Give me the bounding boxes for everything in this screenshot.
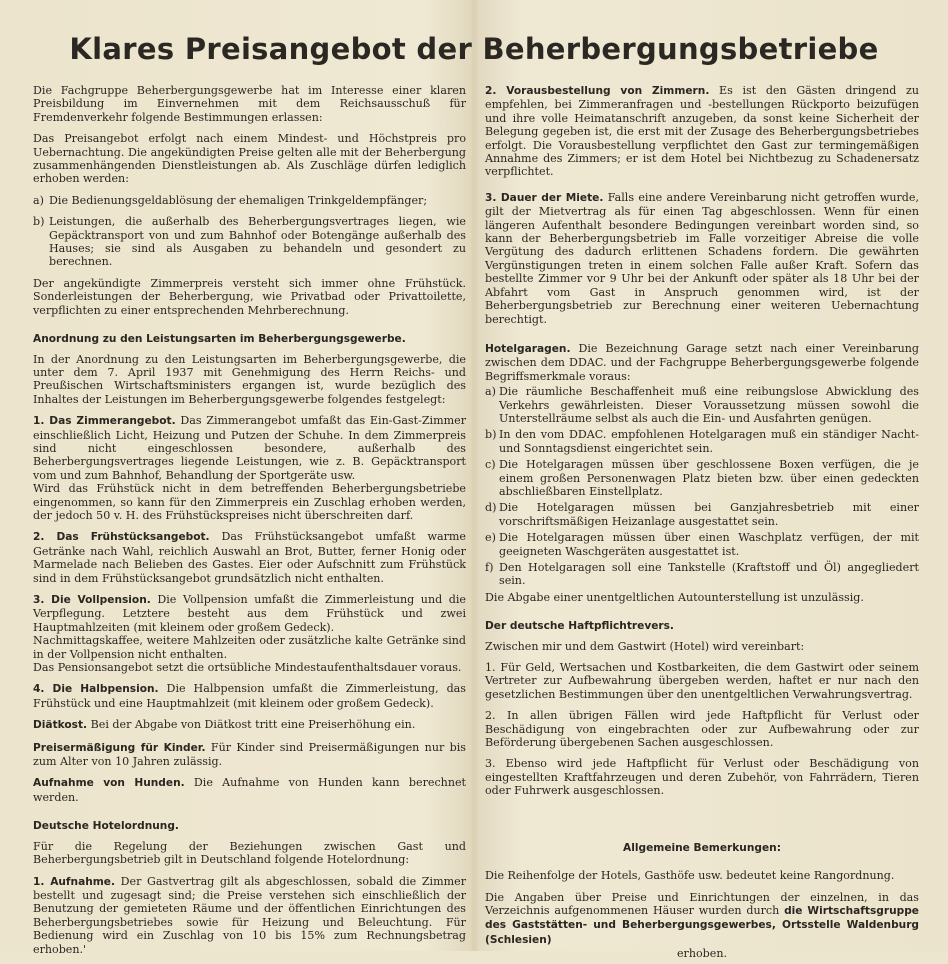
item-label: a) — [33, 193, 44, 207]
section-lead: 4. Die Halbpension. — [33, 683, 159, 696]
item-text: Die Hotelgaragen müssen über einen Waschplatz verfügen, der mit geeigneten Waschgeräten ausgestattet ist. — [499, 531, 919, 558]
section-lead: 2. Das Frühstücksangebot. — [33, 531, 210, 544]
intro-paragraph: Die Fachgruppe Beherbergungsgewerbe hat im Interesse einer klaren Preisbildung im Einvernehmen mit dem Reichsausschuß für Fremdenverkehr folgende Bestimmungen erlassen: — [33, 84, 466, 124]
garage-closing: Die Abgabe einer unentgeltlichen Autounterstellung ist unzulässig. — [485, 590, 864, 604]
heading-anordnung: Anordnung zu den Leistungsarten im Beherbergungsgewerbe. — [33, 333, 406, 346]
item-text: In den vom DDAC. empfohlenen Hotelgaragen muß ein ständiger Nacht- und Sonntagsdienst eingerichtet sein. — [499, 428, 919, 455]
garage-item-b — [485, 428, 919, 455]
anordnung-paragraph: In der Anordnung zu den Leistungsarten im Beherbergungsgewerbe, die unter dem 7. April 1937 mit Genehmigung des Herrn Reichs- und Preußischen Wirtschaftsministers ergangen ist, wurde bezüglich des Inhaltes der Leistungen im Beherbergungsgewerbe folgendes festgelegt: — [33, 352, 466, 406]
remark-2 — [485, 891, 919, 948]
remark-organization: die Wirtschaftsgruppe des Gaststätten- und Beherbergungsgewerbes, Ortsstelle Waldenburg (Schlesien) — [485, 904, 919, 946]
garage-item-e — [485, 531, 919, 558]
item-label: f) — [485, 561, 494, 574]
item-label: d) — [485, 501, 497, 515]
room-price-paragraph: Der angekündigte Zimmerpreis versteht sich immer ohne Frühstück. Sonderleistungen der Beherbergung, wie Privatbad oder Privattoilette, verpflichten zu einer entsprechenden Mehrberechnung. — [33, 276, 466, 317]
item-label: b) — [33, 215, 45, 229]
section-lead: 2. Vorausbestellung von Zimmern. — [485, 85, 710, 97]
section-vollpension — [33, 593, 466, 674]
section-halbpension — [33, 682, 466, 710]
item-label: e) — [485, 531, 496, 545]
surcharge-item-a — [33, 194, 466, 207]
section-text-2: Nachmittagskaffee, weitere Mahlzeiten oder zusätzliche kalte Getränke sind in der Vollpension nicht enthalten. — [33, 634, 466, 661]
section-zimmerangebot — [33, 414, 466, 522]
item-text: Die Hotelgaragen müssen über geschlossene Boxen verfügen, die je einem großen Personenwagen Platz bieten bzw. über einen gedeckten abschließbaren Einstellplatz. — [499, 458, 919, 498]
section-lead: 1. Das Zimmerangebot. — [33, 415, 176, 428]
heading-haftpflicht: Der deutsche Haftpflichtrevers. — [485, 620, 674, 633]
section-text: Die Bezeichnung Garage setzt nach einer Vereinbarung zwischen dem DDAC. und der Fachgruppe Beherbergungsgewerbe folgende Begriffsmerkmale voraus: — [485, 341, 919, 383]
section-text: Die Halbpension umfaßt die Zimmerleistung, das Frühstück und eine Hauptmahlzeit (mit kleinem oder großem Gedeck). — [33, 682, 466, 710]
remark-text: Die Angaben über Preise und Einrichtungen der einzelnen, in das Verzeichnis aufgenommenen Häuser wurden durch — [485, 890, 919, 917]
section-vorausbestellung — [485, 84, 919, 179]
section-hunde — [33, 776, 466, 804]
section-text: Es ist den Gästen dringend zu empfehlen, bei Zimmeranfragen und -bestellungen Rückporto beizufügen und ihre volle Heimatanschrift anzugeben, da sonst keine Sicherheit der Belegung gegeben ist, die erst mit der Zusage des Beherbergungsbetriebes erfolgt. Die Vorausbestellung verpflichtet den Gast zur termingemäßigen Annahme des Zimmers; er ist dem Hotel bei Nichtbezug zu Schadenersatz verpflichtet. — [485, 84, 919, 179]
page-title: Klares Preisangebot der Beherbergungsbetriebe — [69, 32, 879, 66]
item-label: b) — [485, 428, 497, 442]
section-text: Für Kinder sind Preisermäßigungen nur bis zum Alter von 10 Jahren zulässig. — [33, 740, 466, 769]
garage-item-a — [485, 385, 919, 425]
haftpflicht-item-2: 2. In allen übrigen Fällen wird jede Haftpflicht für Verlust oder Beschädigung von eingebrachten oder zur Aufbewahrung oder zur Beförderung übergebenen Sachen ausgeschlossen. — [485, 709, 919, 750]
item-text: Die räumliche Beschaffenheit muß eine reibungslose Abwicklung des Verkehrs gewährleisten. Dieser Voraussetzung müssen sowohl die Unterstellräume selbst als auch die Ein- und Ausfahrten genügen. — [499, 385, 919, 425]
section-text: Der Gastvertrag gilt als abgeschlossen, sobald die Zimmer bestellt und zugesagt sind; die Preise verstehen sich einschließlich der Benutzung der gemieteten Räume und der öffentlichen Einrichtungen des Beherbergungsbetriebes sowie für Heizung und Beleuchtung. Für Bedienung wird ein Zuschlag von 10 bis 15% zum Rechnungsbetrag erhoben.' — [33, 874, 467, 956]
item-label: c) — [485, 458, 496, 472]
section-dauer — [485, 191, 919, 326]
surcharge-item-b — [33, 215, 466, 269]
right-column — [485, 84, 919, 961]
heading-bemerkungen: Allgemeine Bemerkungen: — [623, 841, 781, 854]
section-text-3: Das Pensionsangebot setzt die ortsübliche Mindestaufenthaltsdauer voraus. — [33, 661, 462, 675]
item-label: a) — [485, 385, 496, 399]
section-lead: Diätkost. — [33, 719, 88, 732]
left-column — [33, 84, 466, 964]
section-fruehstueck — [33, 530, 466, 585]
section-kinder — [33, 741, 466, 769]
section-lead: Preisermäßigung für Kinder. — [33, 741, 206, 754]
haftpflicht-intro: Zwischen mir und dem Gastwirt (Hotel) wird vereinbart: — [485, 639, 805, 653]
section-lead: 3. Dauer der Miete. — [485, 191, 604, 204]
garage-item-c — [485, 458, 919, 498]
garage-item-d — [485, 501, 919, 528]
garage-item-f — [485, 561, 919, 588]
section-aufnahme — [33, 875, 466, 956]
heading-hotelordnung: Deutsche Hotelordnung. — [33, 820, 179, 833]
section-text: Falls eine andere Vereinbarung nicht getroffen wurde, gilt der Mietvertrag als für einen Tag abgeschlossen. Wenn für einen längeren Aufenthalt besondere Bedingungen vereinbart worden sind, so kann der Beherbergungsbetrieb im Falle vorzeitiger Abreise die volle Vergütung des dadurch erlittenen Schadens fordern. Die gewährten Vergünstigungen treten in einem solchen Falle außer Kraft. Sofern das bestellte Zimmer vor 9 Uhr bei der Ankunft oder später als 18 Uhr bei der Abfahrt vom Gast in Anspruch genommen wird, ist der Beherbergungsbetrieb zur Berechnung einer weiteren Uebernachtung berechtigt. — [485, 190, 919, 326]
item-text: Den Hotelgaragen soll eine Tankstelle (Kraftstoff und Öl) angegliedert sein. — [499, 561, 919, 588]
section-lead: Hotelgaragen. — [485, 342, 571, 355]
hotelordnung-paragraph: Für die Regelung der Beziehungen zwischen Gast und Beherbergungsbetrieb gilt in Deutschland folgende Hotelordnung: — [33, 839, 466, 867]
item-text: Leistungen, die außerhalb des Beherbergungsvertrages liegen, wie Gepäcktransport von und zum Bahnhof oder Botengänge außerhalb des Hauses; sie sind als Ausgaben zu behandeln und gesondert zu berechnen. — [49, 215, 466, 269]
section-text-2: Wird das Frühstück nicht in dem betreffenden Beherbergungsbetriebe eingenommen, so kann für den Zimmerpreis ein Zuschlag erhoben werden, der jedoch 50 v. H. des Frühstückspreises nicht überschreiten darf. — [33, 482, 466, 522]
section-text: Die Vollpension umfaßt die Zimmerleistung und die Verpflegung. Letztere besteht aus dem Frühstück und zwei Hauptmahlzeiten (mit kleinem oder großem Gedeck). — [33, 593, 466, 634]
section-diaetkost — [33, 718, 466, 732]
section-text: Das Zimmerangebot umfaßt das Ein-Gast-Zimmer einschließlich Licht, Heizung und Putzen der Schuhe. In dem Zimmerpreis sind nicht eingeschlossen besondere, außerhalb des Beherbergungsvertrages liegende Leistungen, wie z. B. Gepäcktransport vom und zum Bahnhof, Behandlung der Sportgeräte usw. — [33, 414, 466, 482]
section-lead: 3. Die Vollpension. — [33, 594, 151, 606]
haftpflicht-item-1: 1. Für Geld, Wertsachen und Kostbarkeiten, die dem Gastwirt oder seinem Vertreter zur Aufbewahrung übergeben werden, haftet er nur nach den gesetzlichen Bestimmungen über den unentgeltlichen Verwahrungsvertrag. — [485, 661, 919, 701]
section-hotelgaragen — [485, 342, 919, 383]
remark-end: erhoben. — [676, 947, 728, 961]
section-text: Bei der Abgabe von Diätkost tritt eine Preiserhöhung ein. — [87, 718, 416, 732]
item-text: Die Bedienungsgeldablösung der ehemaligen Trinkgeldempfänger; — [49, 193, 428, 207]
price-paragraph: Das Preisangebot erfolgt nach einem Mindest- und Höchstpreis pro Uebernachtung. Die angekündigten Preise gelten alle mit der Beherbergung zusammenhängenden Dienstleistungen ab. Als Zuschläge dürfen lediglich erhoben werden: — [33, 132, 466, 186]
item-text: Die Hotelgaragen müssen bei Ganzjahresbetrieb mit einer vorschriftsmäßigen Heizanlage ausgestattet sein. — [499, 501, 919, 528]
section-text: Die Aufnahme von Hunden kann berechnet werden. — [33, 776, 466, 804]
section-text: Das Frühstücksangebot umfaßt warme Getränke nach Wahl, reichlich Auswahl an Brot, Butter, ferner Honig oder Marmelade nach Belieben des Gastes. Eier oder Aufschnitt zum Frühstück sind in dem Frühstücksangebot grundsätzlich nicht enthalten. — [33, 530, 466, 585]
haftpflicht-item-3: 3. Ebenso wird jede Haftpflicht für Verlust oder Beschädigung von eingestellten Kraftfahrzeugen und deren Zubehör, von Fahrrädern, Tieren oder Fuhrwerk ausgeschlossen. — [485, 757, 919, 798]
section-lead: 1. Aufnahme. — [33, 875, 116, 888]
remark-1: Die Reihenfolge der Hotels, Gasthöfe usw. bedeutet keine Rangordnung. — [485, 869, 895, 883]
section-lead: Aufnahme von Hunden. — [33, 777, 185, 790]
